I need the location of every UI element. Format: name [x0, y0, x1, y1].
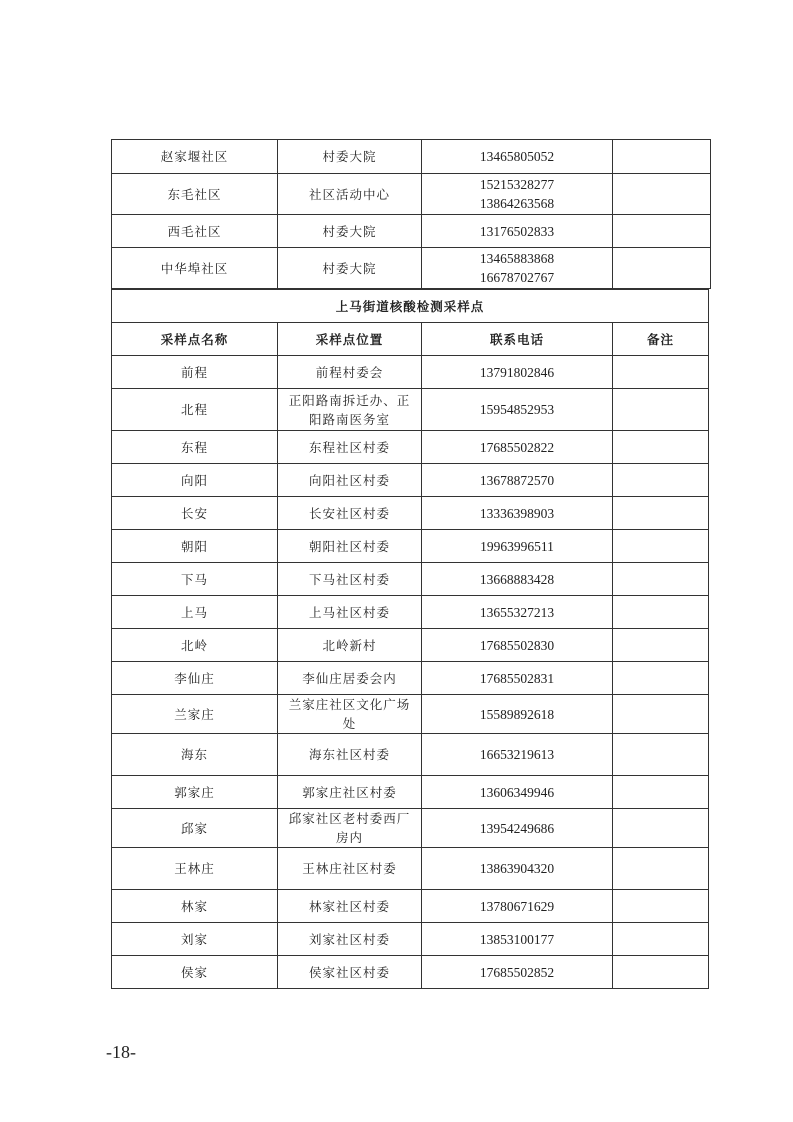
site-note [613, 248, 711, 289]
table-row [112, 956, 709, 989]
table-row [112, 596, 709, 629]
site-note [613, 140, 711, 174]
site-location: 向阳社区村委 [278, 464, 422, 497]
table-row [112, 356, 709, 389]
site-phone: 17685502852 [422, 956, 613, 989]
phone-number: 16678702767 [479, 270, 555, 285]
table-row [112, 174, 711, 215]
table-row [112, 530, 709, 563]
site-note [613, 563, 709, 596]
site-note [613, 848, 709, 890]
site-phone: 13655327213 [422, 596, 613, 629]
site-location: 村委大院 [278, 248, 422, 289]
site-phone: 13678872570 [422, 464, 613, 497]
header-note: 备注 [613, 323, 709, 356]
table-row [112, 734, 709, 776]
site-location: 上马社区村委 [278, 596, 422, 629]
page-number: -18- [106, 1042, 136, 1062]
section-title-row [112, 290, 709, 323]
site-name: 中华埠社区 [112, 248, 278, 289]
phone-number: 15215328277 [479, 177, 555, 192]
site-name: 李仙庄 [112, 662, 278, 695]
site-location: 王林庄社区村委 [278, 848, 422, 890]
site-location: 下马社区村委 [278, 563, 422, 596]
site-name: 北岭 [112, 629, 278, 662]
site-location: 前程村委会 [278, 356, 422, 389]
table-row [112, 563, 709, 596]
site-name: 上马 [112, 596, 278, 629]
sampling-sites-table [111, 289, 709, 989]
site-name: 下马 [112, 563, 278, 596]
site-phone: 13336398903 [422, 497, 613, 530]
site-name: 东程 [112, 431, 278, 464]
site-location: 李仙庄居委会内 [278, 662, 422, 695]
header-location: 采样点位置 [278, 323, 422, 356]
table-row [112, 464, 709, 497]
header-phone: 联系电话 [422, 323, 613, 356]
site-location: 侯家社区村委 [278, 956, 422, 989]
site-note [613, 174, 711, 215]
site-note [613, 596, 709, 629]
site-name: 兰家庄 [112, 695, 278, 734]
site-phone [422, 215, 613, 248]
table-row [112, 695, 709, 734]
site-phone [422, 248, 613, 289]
site-note [613, 809, 709, 848]
site-note [613, 215, 711, 248]
phone-number: 13864263568 [479, 196, 555, 211]
site-name: 林家 [112, 890, 278, 923]
site-location: 邱家社区老村委西厂房内 [278, 809, 422, 848]
site-phone: 13853100177 [422, 923, 613, 956]
table-row [112, 431, 709, 464]
header-row [112, 323, 709, 356]
site-location: 兰家庄社区文化广场处 [278, 695, 422, 734]
phone-number: 13465805052 [479, 149, 555, 164]
site-note [613, 629, 709, 662]
site-name: 王林庄 [112, 848, 278, 890]
site-location: 朝阳社区村委 [278, 530, 422, 563]
site-name: 朝阳 [112, 530, 278, 563]
site-phone: 15954852953 [422, 389, 613, 431]
site-phone: 13954249686 [422, 809, 613, 848]
table-row [112, 890, 709, 923]
site-note [613, 923, 709, 956]
site-location: 村委大院 [278, 140, 422, 174]
site-phone: 13606349946 [422, 776, 613, 809]
phone-number: 13465883868 [479, 251, 555, 266]
site-note [613, 389, 709, 431]
site-name: 向阳 [112, 464, 278, 497]
site-name: 赵家堰社区 [112, 140, 278, 174]
site-note [613, 431, 709, 464]
site-note [613, 734, 709, 776]
site-location: 长安社区村委 [278, 497, 422, 530]
site-note [613, 497, 709, 530]
section-title: 上马街道核酸检测采样点 [112, 290, 709, 323]
site-name: 海东 [112, 734, 278, 776]
site-location: 海东社区村委 [278, 734, 422, 776]
site-location: 正阳路南拆迁办、正阳路南医务室 [278, 389, 422, 431]
site-note [613, 890, 709, 923]
table-row [112, 497, 709, 530]
site-note [613, 695, 709, 734]
site-phone: 13668883428 [422, 563, 613, 596]
site-name: 前程 [112, 356, 278, 389]
site-name: 郭家庄 [112, 776, 278, 809]
table-row [112, 215, 711, 248]
header-name: 采样点名称 [112, 323, 278, 356]
site-phone [422, 174, 613, 215]
site-phone: 17685502830 [422, 629, 613, 662]
site-location: 北岭新村 [278, 629, 422, 662]
site-location: 村委大院 [278, 215, 422, 248]
site-phone: 19963996511 [422, 530, 613, 563]
site-note [613, 530, 709, 563]
table-row [112, 140, 711, 174]
site-location: 林家社区村委 [278, 890, 422, 923]
site-location: 刘家社区村委 [278, 923, 422, 956]
site-location: 郭家庄社区村委 [278, 776, 422, 809]
table-row [112, 809, 709, 848]
table-row [112, 248, 711, 289]
site-note [613, 464, 709, 497]
site-phone: 13780671629 [422, 890, 613, 923]
site-name: 侯家 [112, 956, 278, 989]
table-row [112, 389, 709, 431]
site-phone: 13791802846 [422, 356, 613, 389]
site-name: 长安 [112, 497, 278, 530]
table-row [112, 629, 709, 662]
site-name: 东毛社区 [112, 174, 278, 215]
site-phone: 17685502831 [422, 662, 613, 695]
site-name: 邱家 [112, 809, 278, 848]
site-note [613, 662, 709, 695]
site-phone: 15589892618 [422, 695, 613, 734]
table-row [112, 923, 709, 956]
site-name: 北程 [112, 389, 278, 431]
site-name: 西毛社区 [112, 215, 278, 248]
site-name: 刘家 [112, 923, 278, 956]
table-row [112, 662, 709, 695]
table-row [112, 776, 709, 809]
site-note [613, 776, 709, 809]
site-phone: 16653219613 [422, 734, 613, 776]
upper-table [111, 139, 711, 289]
phone-number: 13176502833 [479, 223, 555, 239]
site-phone: 13863904320 [422, 848, 613, 890]
site-location: 社区活动中心 [278, 174, 422, 215]
table-row [112, 848, 709, 890]
site-note [613, 356, 709, 389]
site-phone: 17685502822 [422, 431, 613, 464]
site-phone [422, 140, 613, 174]
site-note [613, 956, 709, 989]
site-location: 东程社区村委 [278, 431, 422, 464]
